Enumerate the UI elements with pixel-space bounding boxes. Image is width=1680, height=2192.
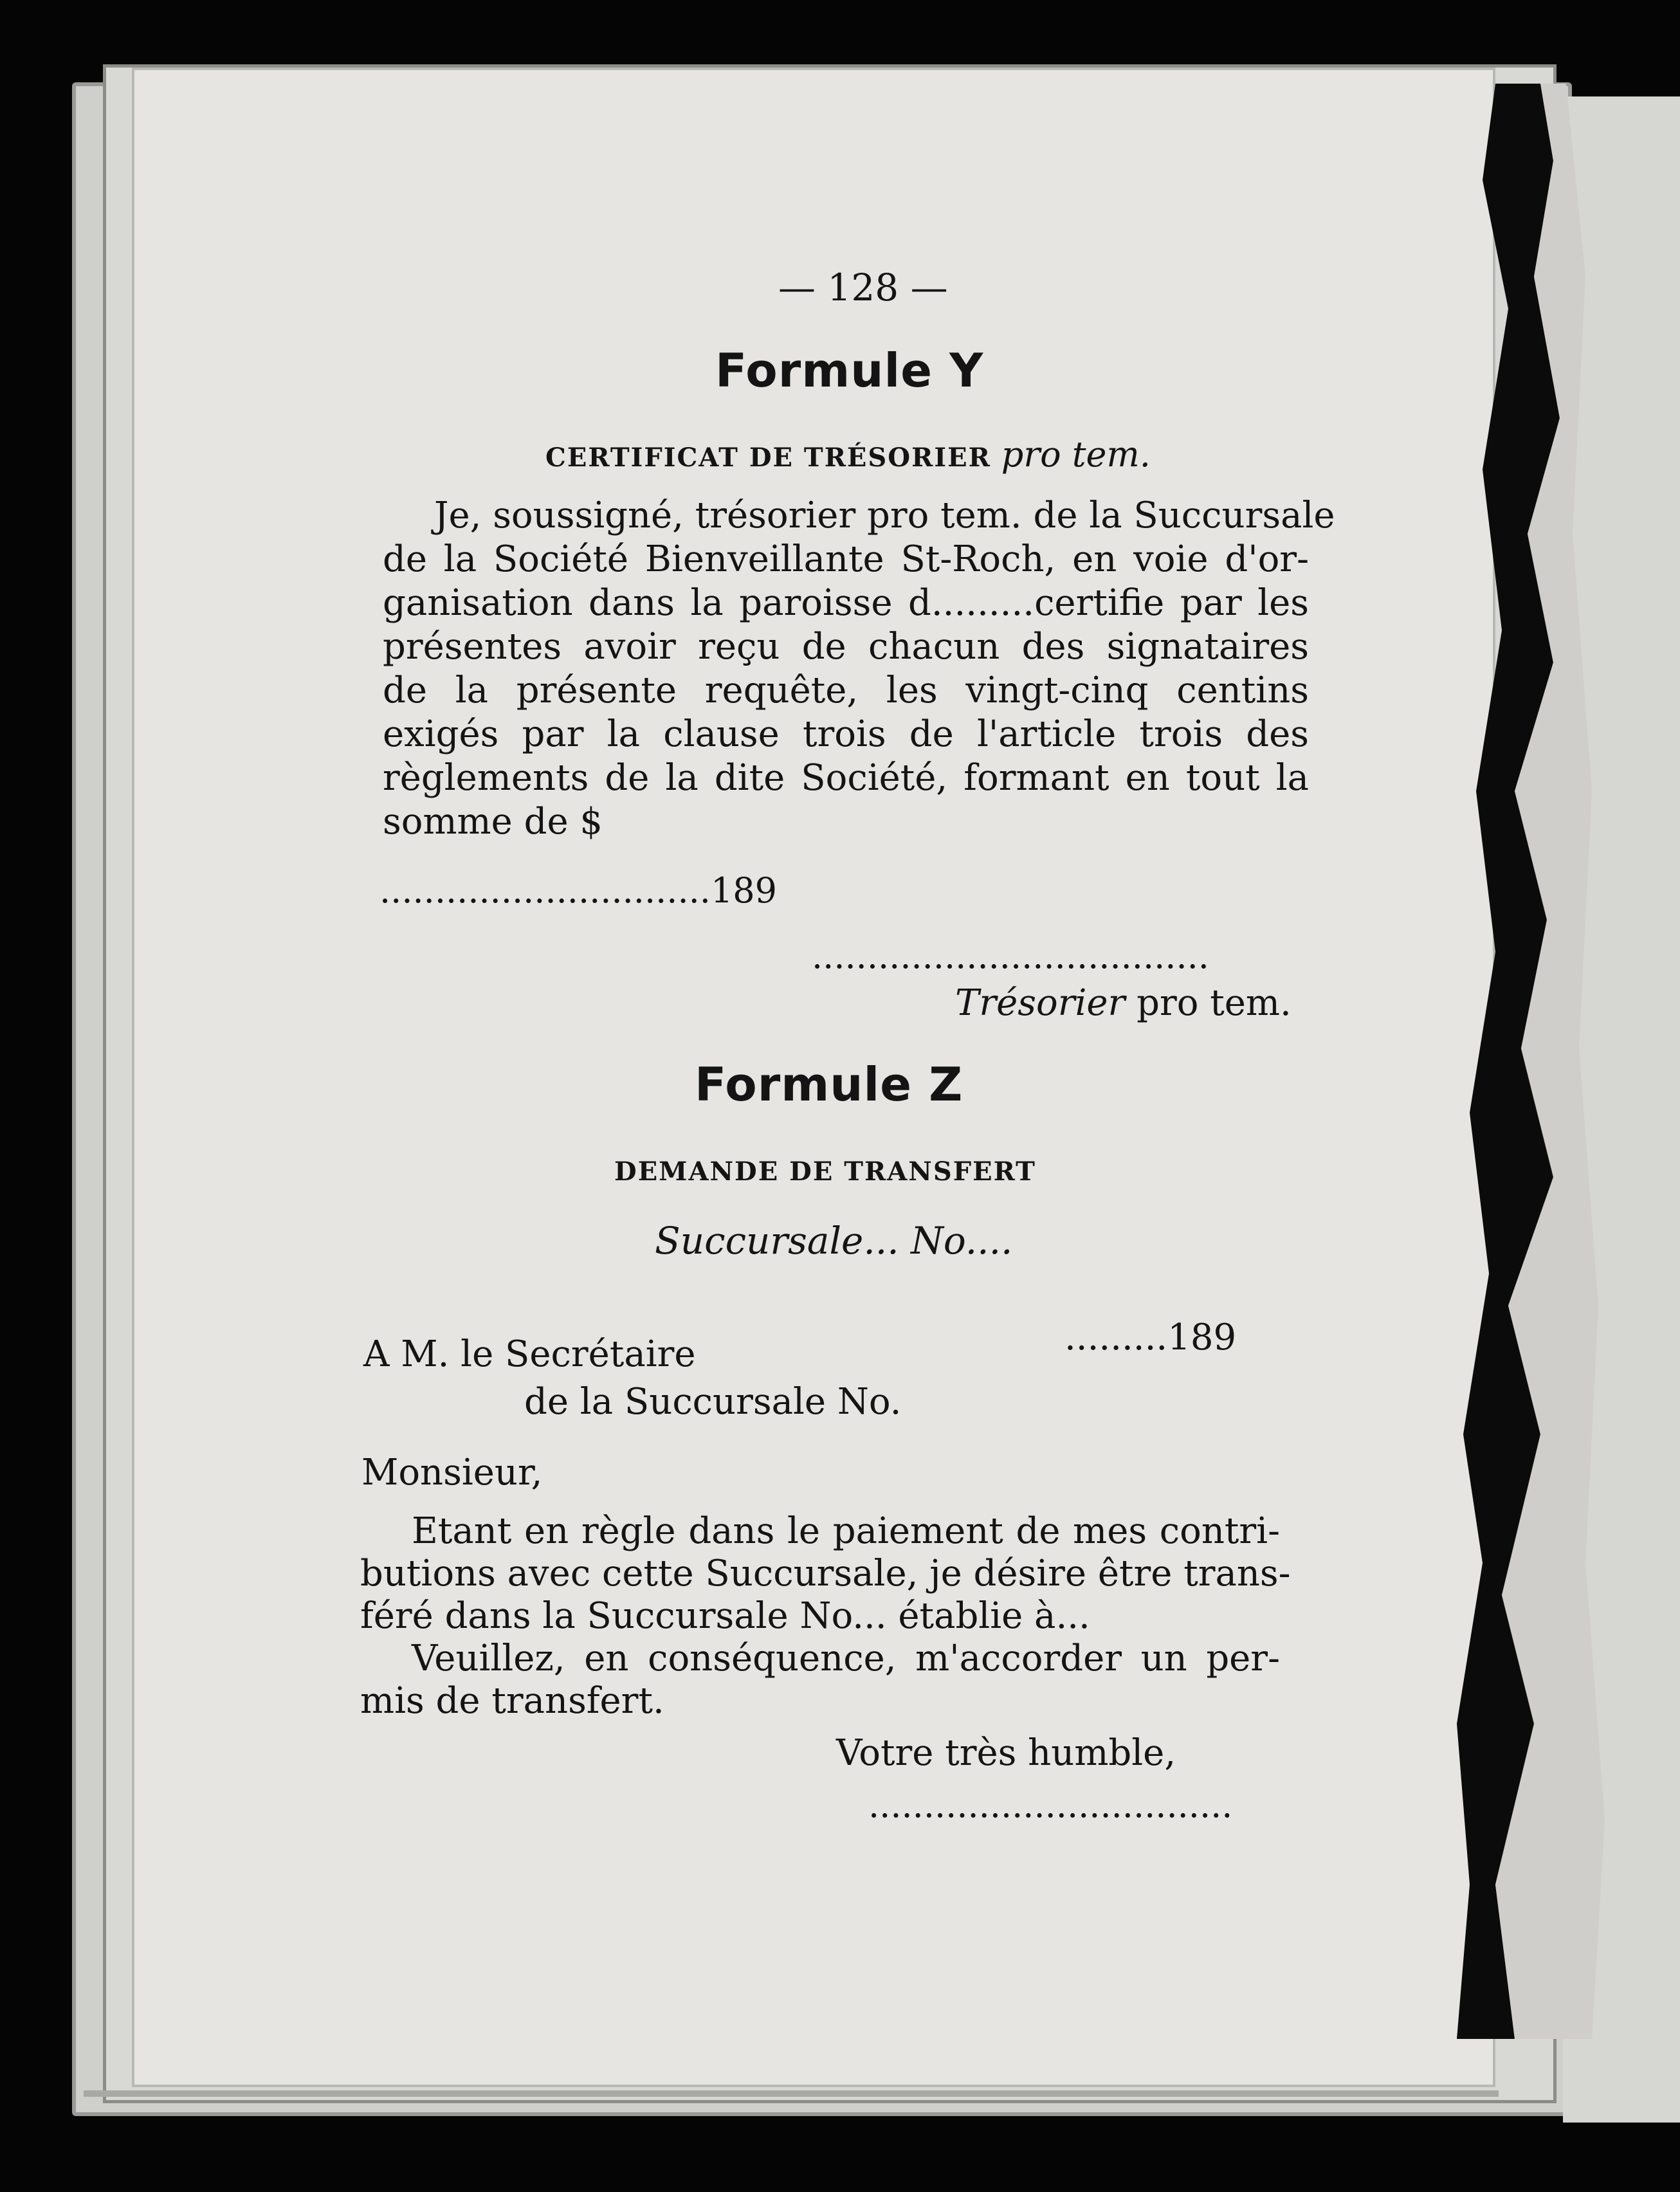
formule-y-signature-title bbox=[955, 982, 1292, 1024]
salutation: Monsieur, bbox=[361, 1452, 543, 1493]
formule-y-line: ganisation dans la paroisse d.........certifie par les bbox=[383, 582, 1309, 624]
formule-z-line: Veuillez, en conséquence, m'accorder un per- bbox=[412, 1638, 1280, 1679]
formule-y-heading: Formule Y bbox=[715, 343, 984, 397]
formule-y-date-line: ..............................189 bbox=[379, 870, 778, 911]
formule-y-line: règlements de la dite Société, formant en tout la bbox=[383, 757, 1309, 799]
formule-y-subheading-caps: CERTIFICAT DE TRÉSORIER bbox=[545, 443, 991, 473]
formule-z-line: Etant en règle dans le paiement de mes contri- bbox=[412, 1510, 1280, 1552]
formule-z-subheading: DEMANDE DE TRANSFERT bbox=[614, 1156, 1036, 1187]
formule-z-line: mis de transfert. bbox=[360, 1680, 664, 1722]
tresorier-label: Trésorier bbox=[955, 982, 1126, 1024]
page-number: — 128 — bbox=[778, 266, 948, 309]
formule-z-paragraph bbox=[360, 1510, 1291, 1722]
formule-y-line: présentes avoir reçu de chacun des signataires bbox=[383, 626, 1309, 668]
formule-y-paragraph bbox=[383, 494, 1335, 844]
address-line-1: A M. le Secrétaire bbox=[363, 1333, 696, 1375]
closing-line: Votre très humble, bbox=[836, 1732, 1176, 1774]
formule-y-subheading bbox=[545, 434, 1151, 475]
address-line-2: de la Succursale No. bbox=[524, 1381, 902, 1423]
formule-y-line: de la présente requête, les vingt-cinq centins bbox=[383, 670, 1309, 711]
formule-z-line: butions avec cette Succursale, je désire être trans- bbox=[360, 1553, 1291, 1594]
succursale-line: Succursale... No.... bbox=[655, 1219, 1013, 1263]
formule-z-line: féré dans la Succursale No... établie à... bbox=[360, 1595, 1090, 1637]
formule-z-date-line: .........189 bbox=[1064, 1317, 1237, 1358]
formule-y-line: somme de $ bbox=[383, 801, 603, 843]
pro-tem-label: pro tem. bbox=[1125, 982, 1292, 1024]
formule-y-line: Je, soussigné, trésorier pro tem. de la Succursale bbox=[434, 495, 1335, 536]
formule-y-line: exigés par la clause trois de l'article trois des bbox=[383, 713, 1309, 755]
formule-y-subheading-italic: pro tem. bbox=[1001, 434, 1151, 475]
formule-z-heading: Formule Z bbox=[695, 1057, 963, 1111]
formule-y-signature-line: .................................... bbox=[812, 936, 1209, 976]
formule-y-line: de la Société Bienveillante St-Roch, en voie d'or- bbox=[383, 538, 1309, 580]
formule-z-signature-line: ................................. bbox=[868, 1785, 1233, 1825]
